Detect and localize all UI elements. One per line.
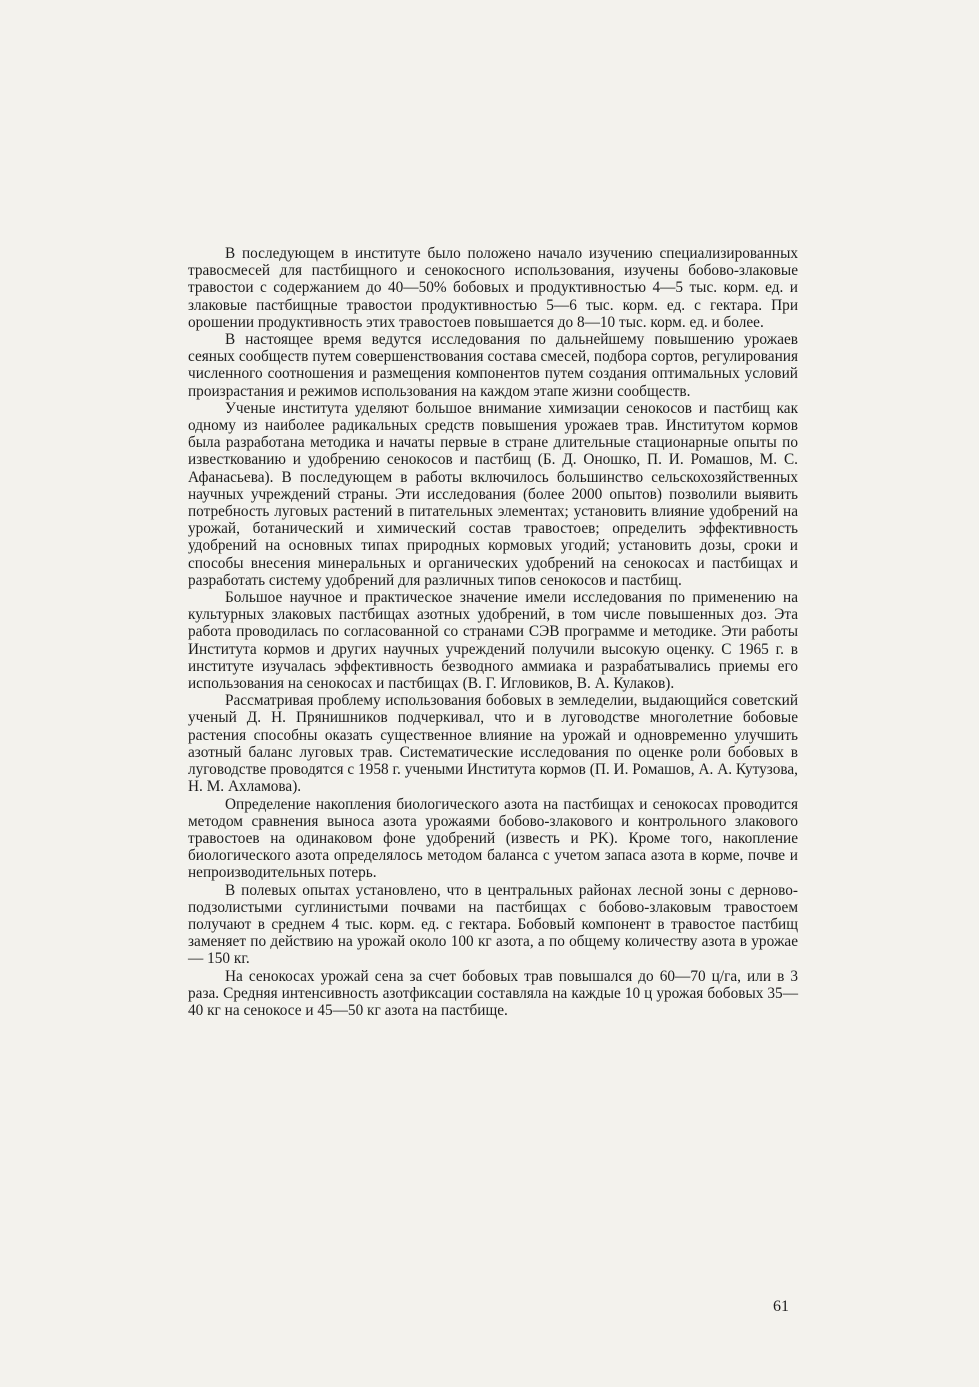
paragraph: В настоящее время ведутся исследования по дальнейшему повышению урожаев сеяных сообществ путем совершенствования состава смесей, подбора сортов, регулирования численного соотношения и размещения компонентов путем создания оптимальных условий произрастания и режимов использования на каждом этапе жизни сообществ. [188, 331, 798, 400]
paragraph: Большое научное и практическое значение имели исследования по применению на культурных злаковых пастбищах азотных удобрений, в том числе повышенных доз. Эта работа проводилась по согласованной со странами СЭВ программе и методике. Эти работы Института кормов и других научных учреждений получили высокую оценку. С 1965 г. в институте изучалась эффективность безводного аммиака и разрабатывались приемы его использования на сенокосах и пастбищах (В. Г. Игловиков, В. А. Кулаков). [188, 589, 798, 693]
paragraph: Ученые института уделяют большое внимание химизации сенокосов и пастбищ как одному из наиболее радикальных средств повышения урожаев трав. Институтом кормов была разработана методика и начаты первые в стране длительные стационарные опыты по известкованию и удобрению сенокосов и пастбищ (Б. Д. Оношко, П. И. Ромашов, М. С. Афанасьева). В последующем в работы включилось большинство сельскохозяйственных научных учреждений страны. Эти исследования (более 2000 опытов) позволили выявить потребность луговых растений в питательных элементах; установить влияние удобрений на урожай, ботанический и химический состав травостоев; определить эффективность удобрений на основных типах природных кормовых угодий; установить дозы, сроки и способы внесения минеральных и органических удобрений на сенокосах и пастбищах и разработать систему удобрений для различных типов сенокосов и пастбищ. [188, 399, 798, 589]
page-number: 61 [773, 1298, 789, 1315]
paragraph: Определение накопления биологического азота на пастбищах и сенокосах проводится методом сравнения выноса азота урожаями бобово-злакового и контрольного злакового травостоев на одинаковом фоне удобрений (известь и PK). Кроме того, накопление биологического азота определялось методом баланса с учетом запаса азота в корме, почве и непроизводительных потерь. [188, 795, 798, 882]
paragraph: В полевых опытах установлено, что в центральных районах лесной зоны с дерново-подзолистыми суглинистыми почвами на пастбищах с бобово-злаковым травостоем получают в среднем 4 тыс. корм. ед. с гектара. Бобовый компонент в травостое пастбищ заменяет по действию на урожай около 100 кг азота, а по общему количеству азота в урожае — 150 кг. [188, 881, 798, 968]
paragraph: В последующем в институте было положено начало изучению специализированных травосмесей для пастбищного и сенокосного использования, изучены бобово-злаковые травостои с содержанием до 40—50% бобовых и продуктивностью 4—5 тыс. корм. ед. и злаковые пастбищные травостои продуктивностью 5—6 тыс. корм. ед. с гектара. При орошении продуктивность этих травостоев повышается до 8—10 тыс. корм. ед. и более. [188, 245, 798, 331]
paragraph: Рассматривая проблему использования бобовых в земледелии, выдающийся советский ученый Д. Н. Прянишников подчеркивал, что и в луговодстве многолетние бобовые растения способны оказать существенное влияние на урожай и одновременно улучшить азотный баланс луговых трав. Систематические исследования по оценке роли бобовых в луговодстве проводятся с 1958 г. учеными Института кормов (П. И. Ромашов, А. А. Кутузова, Н. М. Ахламова). [188, 692, 798, 796]
body-text [188, 245, 798, 1019]
paragraph: На сенокосах урожай сена за счет бобовых трав повышался до 60—70 ц/га, или в 3 раза. Средняя интенсивность азотфиксации составляла на каждые 10 ц урожая бобовых 35—40 кг на сенокосе и 45—50 кг азота на пастбище. [188, 967, 798, 1019]
